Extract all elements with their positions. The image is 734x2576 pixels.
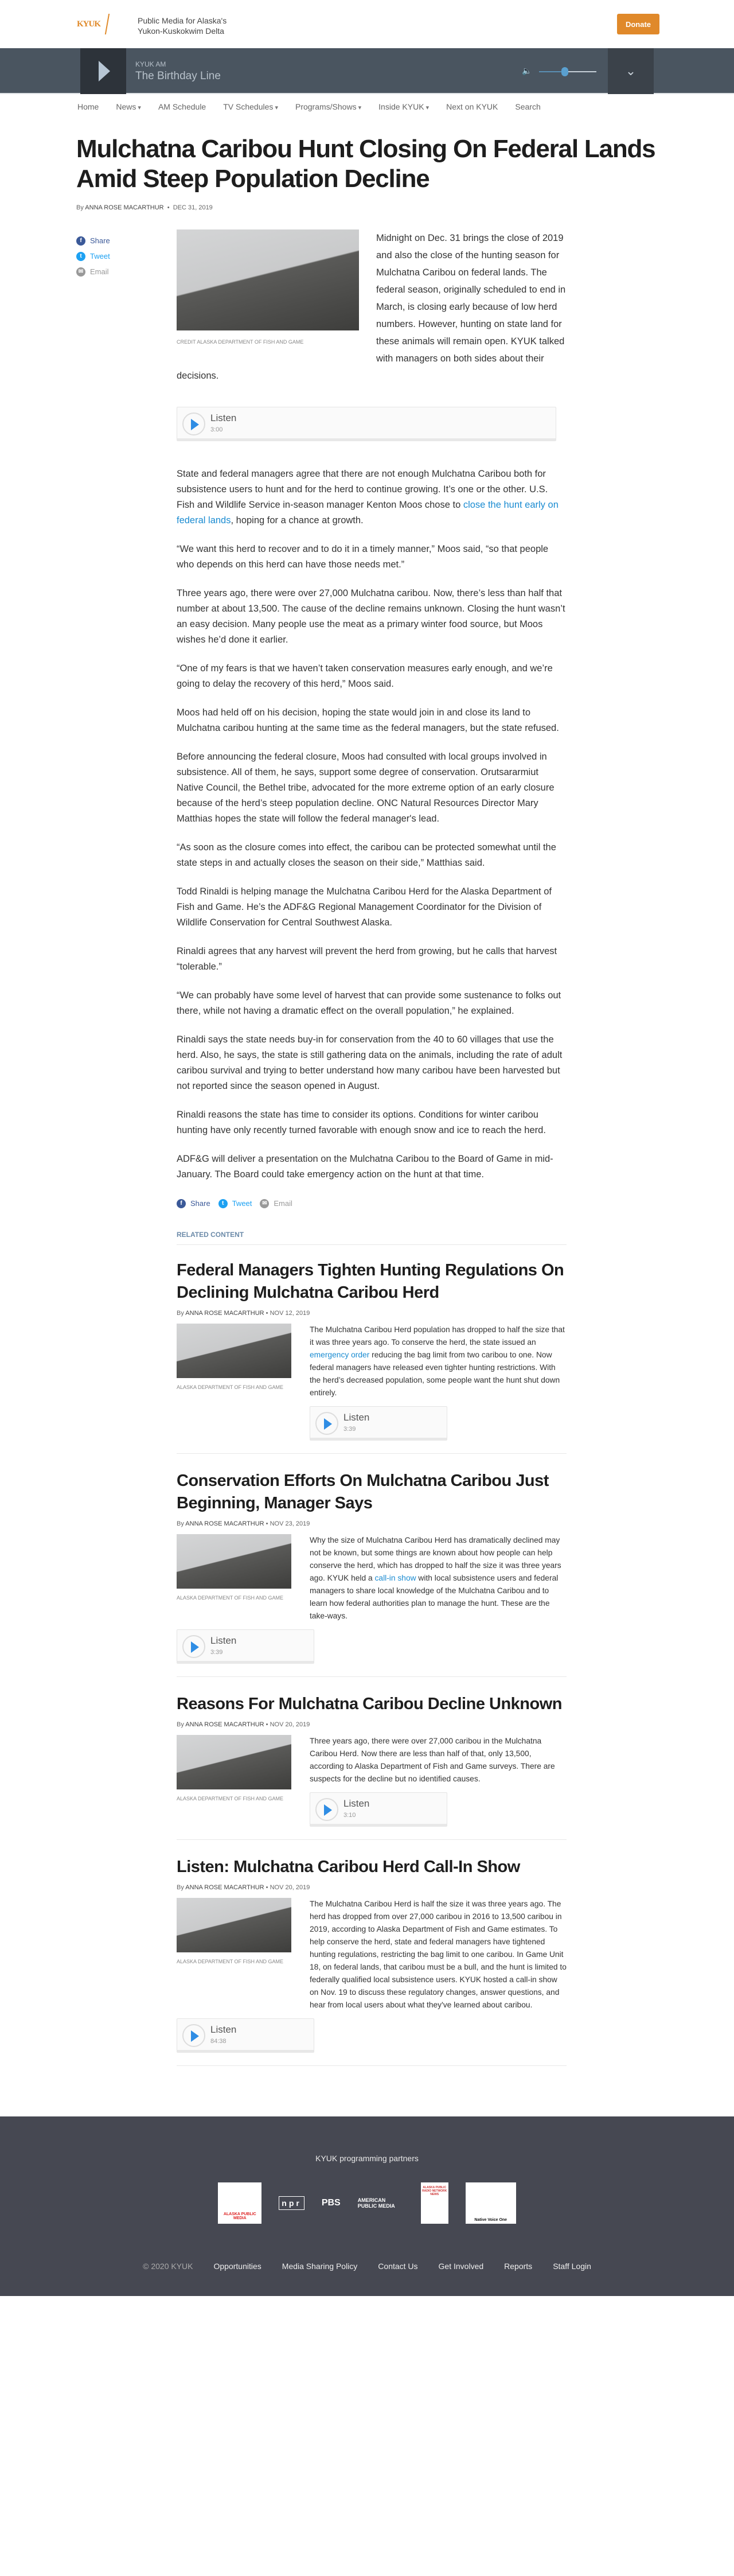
listen-label: Listen [343,1412,370,1423]
facebook-icon: f [76,236,85,246]
photo-credit: ALASKA DEPARTMENT OF FISH AND GAME [177,1595,284,1601]
inline-link[interactable]: emergency order [310,1351,370,1359]
inline-link[interactable]: call-in show [374,1574,416,1582]
article-paragraph [177,944,567,975]
play-icon [182,2024,205,2047]
author-link[interactable]: ANNA ROSE MACARTHUR [185,1520,264,1527]
lead-paragraph: Midnight on Dec. 31 brings the close of 2019 and also the close of the hunting season for Mulchatna Caribou on federal lands. The federal season, originally scheduled to end in March, is closing early because of low herd numbers. However, hunting on state land for these animals will remain open. KYUK talked with managers on both sides about their decisions. [177,233,566,381]
byline [177,1720,567,1729]
article-paragraph [177,1151,567,1182]
footer-link[interactable]: Contact Us [378,2262,418,2271]
related-heading: RELATED CONTENT [177,1231,567,1245]
listen-button[interactable] [177,2018,314,2053]
related-text [310,1898,567,2011]
page-title: Mulchatna Caribou Hunt Closing On Federal Lands Amid Steep Population Decline [76,135,655,193]
email-icon: ✉ [260,1199,269,1208]
facebook-icon: f [177,1199,186,1208]
caribou-photo [177,229,359,330]
related-text [310,1534,567,1622]
share-email[interactable]: ✉ Email [260,1196,292,1211]
article-paragraph [177,586,567,648]
share-twitter[interactable]: t Tweet [218,1196,252,1211]
station-name: KYUK AM [135,60,166,68]
article-paragraph [177,884,567,931]
partner-logo[interactable]: ALASKA PUBLIC MEDIA [218,2182,261,2224]
related-summary [310,1534,567,1622]
text-segment: ADF&G will deliver a presentation on the Mulchatna Caribou to the Board of Game in mid-January. The Board could take emergency action on the hunt at that time. [177,1154,553,1180]
article-paragraph [177,466,567,528]
nav-item-home[interactable]: Home [77,102,99,111]
footer-link[interactable]: Staff Login [553,2262,591,2271]
listen-label: Listen [210,2024,237,2035]
listen-button[interactable] [310,1406,447,1441]
text-segment: Why the size of Mulchatna Caribou Herd has dramatically declined may not be known, but some things are known about how people can help conserve the herd, which has dropped to half the size it was three years ago. KYUK held a [310,1536,561,1582]
partner-logo[interactable]: ALASKA PUBLIC RADIO NETWORK NEWS [421,2182,448,2224]
article-paragraph [177,661,567,692]
volume-icon[interactable]: 🔈 [522,66,532,75]
by-label: By [177,1310,186,1317]
nav-item-am-schedule[interactable]: AM Schedule [158,102,206,111]
date: DEC 31, 2019 [173,204,213,211]
related-title[interactable]: Conservation Efforts On Mulchatna Caribou Just Beginning, Manager Says [177,1472,549,1512]
volume-slider[interactable] [539,71,596,72]
related-summary [310,1898,567,2011]
thumbnail[interactable] [177,1324,291,1441]
article-paragraph [177,749,567,827]
related-body [177,1735,567,1827]
separator: • [264,1310,270,1317]
thumbnail[interactable] [177,1898,291,2011]
share-email[interactable]: ✉ Email [76,264,177,279]
footer-link[interactable]: Get Involved [438,2262,484,2271]
listen-label: Listen [343,1798,370,1809]
nav-item-news[interactable]: News ▾ [116,102,141,111]
donate-button[interactable]: Donate [617,14,659,34]
photo-credit: ALASKA DEPARTMENT OF FISH AND GAME [177,1796,284,1801]
share-bottom [177,1196,567,1211]
listen-duration: 3:39 [343,1426,356,1433]
article-body [177,229,567,2082]
related-body [177,1534,567,1622]
twitter-icon: t [76,252,85,261]
email-icon: ✉ [76,267,85,277]
article-paragraph [177,840,567,871]
article-paragraph [177,542,567,573]
listen-button[interactable]: Listen 3:00 [177,407,556,441]
related-item [177,1470,567,1677]
footer [0,2116,734,2296]
text-segment: , hoping for a chance at growth. [231,515,364,526]
related-title[interactable]: Reasons For Mulchatna Caribou Decline Unknown [177,1695,562,1713]
author-link[interactable]: ANNA ROSE MACARTHUR [185,1884,264,1891]
article-paragraph [177,1032,567,1094]
article-paragraph [177,1107,567,1138]
partners-title: KYUK programming partners [315,2154,419,2163]
text-segment: Rinaldi says the state needs buy-in for conservation from the 40 to 60 villages that use the herd. Also, he says, the state is still gathering data on the animals, including the rate of adult caribou survival and trying to better understand how many caribou have been harvested but not reported since the season opened in August. [177,1034,563,1091]
footer-link[interactable]: Opportunities [213,2262,261,2271]
text-segment: Rinaldi agrees that any harvest will prevent the herd from growing, but he calls that harvest “tolerable.” [177,946,557,972]
caribou-photo [177,1534,291,1589]
by-label: By [177,1884,186,1891]
author-link[interactable]: ANNA ROSE MACARTHUR [185,1310,264,1317]
related-body [177,1898,567,2011]
thumbnail[interactable] [177,1534,291,1622]
listen-button[interactable] [310,1792,447,1827]
text-segment: Before announcing the federal closure, Moos had consulted with local groups involved in subsistence. All of them, he says, support some degree of conservation. Orutsararmiut Native Council, the Bethel tribe, advocated for the more extreme option of an early closure because of the herd’s steep population decline. ONC Natural Resources Director Mary Matthias hopes the state will follow the federal manager's lead. [177,752,555,824]
text-segment: Rinaldi reasons the state has time to consider its options. Conditions for winter caribou hunting have only recently turned favorable with enough snow and ice to reach the herd. [177,1110,546,1135]
nav-item-search[interactable]: Search [515,102,541,111]
photo-credit: ALASKA DEPARTMENT OF FISH AND GAME [177,1384,284,1390]
text-segment: The Mulchatna Caribou Herd population has dropped to half the size that it was three years ago. To conserve the herd, the state issued an [310,1325,565,1347]
footer-link[interactable]: Reports [504,2262,533,2271]
byline [177,1309,567,1318]
audio-player [0,48,734,94]
now-playing: The Birthday Line [135,70,221,82]
byline [177,1883,567,1892]
thumbnail[interactable] [177,1735,291,1827]
text-segment: “One of my fears is that we haven’t taken conservation measures early enough, and we’re going to delay the recovery of this herd,” Moos said. [177,663,553,689]
play-button[interactable] [80,48,126,94]
inline-link[interactable]: close the hunt early on federal lands [177,500,559,526]
article-paragraph [177,988,567,1019]
caribou-photo [177,1898,291,1952]
photo-credit: CREDIT ALASKA DEPARTMENT OF FISH AND GAME [177,339,304,345]
share-facebook[interactable]: f Share [76,233,177,248]
nav-item-tv-schedules[interactable]: TV Schedules ▾ [223,102,278,111]
byline [177,1519,567,1528]
related-title[interactable]: Federal Managers Tighten Hunting Regulations On Declining Mulchatna Caribou Herd [177,1261,564,1302]
site-header [0,0,734,48]
lead-figure [177,229,359,347]
article-paragraph [177,705,567,736]
author-link[interactable]: ANNA ROSE MACARTHUR [85,204,164,211]
play-icon [315,1798,338,1821]
listen-duration: 84:38 [210,2038,227,2045]
photo-credit: ALASKA DEPARTMENT OF FISH AND GAME [177,1959,284,1964]
partner-logo[interactable]: npr [279,2196,304,2210]
caribou-photo [177,1735,291,1789]
text-segment: reducing the bag limit from two caribou to one. Now federal managers have released even tighter hunting restrictions. With the herd’s decreased population, some people want the hunt shut down entirely. [310,1351,560,1397]
partner-logo[interactable]: Native Voice One [466,2182,516,2224]
partner-logo[interactable]: AMERICAN PUBLIC MEDIA [357,2197,395,2209]
related-body [177,1324,567,1441]
text-segment: Todd Rinaldi is helping manage the Mulchatna Caribou Herd for the Alaska Department of Fish and Game. He’s the ADF&G Regional Management Coordinator for the Division of Wildlife Conservation for Central Southwest Alaska. [177,886,552,928]
related-item [177,1693,567,1840]
listen-button[interactable] [177,1629,314,1664]
article [0,119,734,2116]
play-icon [315,1412,338,1435]
separator: • [264,1520,270,1527]
text-segment: “We can probably have some level of harvest that can provide some sustenance to folks out there, while not having a dramatic effect on the overall population,” he explained. [177,990,561,1016]
kyuk-logo[interactable]: KYUK [77,14,125,37]
share-sidebar [76,229,177,2082]
separator: • [264,1721,270,1728]
play-icon [182,413,205,435]
text-segment: “We want this herd to recover and to do it in a timely manner,” Moos said, “so that people who depends on this herd can have those needs met.” [177,544,549,570]
listen-duration: 3:10 [343,1812,356,1819]
text-segment: Moos had held off on his decision, hoping the state would join in and close its land to Mulchatna caribou hunting at the same time as the federal managers, but the state refused. [177,707,559,733]
nav-item-inside-kyuk[interactable]: Inside KYUK ▾ [378,102,429,111]
nav-item-programs-shows[interactable]: Programs/Shows ▾ [295,102,361,111]
date: NOV 23, 2019 [270,1520,310,1527]
listen-label: Listen [210,1635,237,1646]
by-label: By [177,1520,186,1527]
nav-item-next-on-kyuk[interactable]: Next on KYUK [446,102,498,111]
related-text [310,1324,567,1441]
listen-duration: 3:39 [210,1649,223,1656]
text-segment: Three years ago, there were over 27,000 Mulchatna caribou. Now, there’s less than half that number at about 13,500. The cause of the decline remains unknown. Closing the hunt wasn’t an easy decision. Many people use the meat as a primary winter food source, but Moos wishes he’d done it earlier. [177,588,565,645]
share-facebook[interactable]: f Share [177,1196,210,1211]
date: NOV 12, 2019 [270,1310,310,1317]
chevron-down-icon[interactable]: ⌄ [608,48,654,94]
caribou-photo [177,1324,291,1378]
text-segment: with local subsistence users and federal managers to share local knowledge of the Mulchatna Caribou and to learn how federal authorities plan to manage the hunt. These are the take-ways. [310,1574,559,1620]
related-summary [310,1735,567,1785]
separator: • [264,1884,270,1891]
by-label: By [177,1721,186,1728]
byline: By ANNA ROSE MACARTHUR • DEC 31, 2019 [76,204,213,211]
related-text [310,1735,567,1827]
date: NOV 20, 2019 [270,1721,310,1728]
text-segment: “As soon as the closure comes into effect, the caribou can be protected somewhat until the state steps in and actually closes the season on their side,” Matthias said. [177,842,556,868]
footer-link[interactable]: Media Sharing Policy [282,2262,358,2271]
related-summary [310,1324,567,1399]
tagline: Public Media for Alaska's Yukon-Kuskokwim Delta [138,16,227,36]
related-item [177,1856,567,2066]
related-title[interactable]: Listen: Mulchatna Caribou Herd Call-In Show [177,1858,520,1876]
share-twitter[interactable]: t Tweet [76,248,177,264]
related-item [177,1259,567,1454]
related-list [177,1259,567,2066]
author-link[interactable]: ANNA ROSE MACARTHUR [185,1721,264,1728]
main-nav [0,94,734,119]
twitter-icon: t [218,1199,228,1208]
text-segment: Three years ago, there were over 27,000 caribou in the Mulchatna Caribou Herd. Now there are less than half of that, only 13,500, according to Alaska Department of Fish and Game surveys. There are suspects for the decline but no identified causes. [310,1737,555,1783]
play-icon [182,1635,205,1658]
text-segment: The Mulchatna Caribou Herd is half the size it was three years ago. The herd has dropped from over 27,000 caribou in 2016 to 13,500 caribou in 2019, according to Alaska Department of Fish and Game estimates. To help conserve the herd, state and federal managers have tightened hunting regulations, restricting the bag limit to one caribou. In Game Unit 18, on federal lands, that caribou must be a bull, and the hunt is limited to federally qualified local subsistence users. KYUK hosted a call-in show on Nov. 19 to discuss these regulatory changes, answer questions, and hear from local users about what they've learned about caribou. [310,1900,567,2009]
text-segment: State and federal managers agree that there are not enough Mulchatna Caribou both for subsistence users to hunt and for the herd to continue growing. It’s one or the other. U.S. Fish and Wildlife Service in-season manager Kenton Moos chose to [177,469,548,510]
partner-logo[interactable]: PBS [321,2198,341,2208]
copyright: © 2020 KYUK [143,2262,193,2271]
date: NOV 20, 2019 [270,1884,310,1891]
